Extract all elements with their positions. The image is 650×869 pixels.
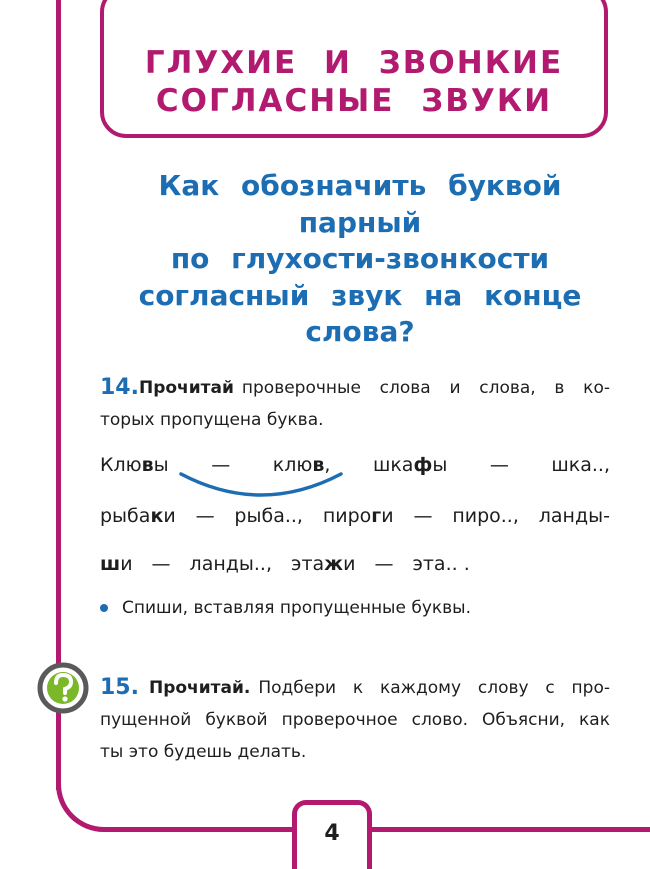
exercise-15-verb: Прочитай. [148, 678, 251, 698]
dash: — [374, 553, 394, 575]
exercise-15-line-1: Подбери к каждому слову с про- [258, 678, 610, 698]
page-number: 4 [324, 821, 340, 846]
exercise-14-line-2: торых пропущена буква. [100, 410, 324, 430]
word-row-3 [100, 553, 610, 575]
dash: — [211, 454, 231, 476]
exercise-15-line-3: ты это будешь делать. [100, 742, 307, 762]
word-shi: ши [100, 553, 133, 575]
exercise-14-number: 14. [100, 375, 139, 400]
question-line-5: слова? [305, 315, 415, 348]
lesson-question [100, 168, 620, 351]
word-ryba: рыба.., [234, 505, 303, 527]
word-landy-hyphen: ланды- [538, 505, 610, 527]
word-piro: пиро.., [452, 505, 519, 527]
exercise-14-instruction [100, 372, 610, 436]
word-klyuv: клюв, [272, 454, 331, 476]
word-landy: ланды.., [189, 553, 273, 575]
question-line-3: по глухости-звонкости [170, 242, 550, 275]
question-line-2: парный [298, 205, 422, 239]
page-frame-corner [56, 760, 116, 832]
exercise-14-line-1: проверочные слова и слова, в ко- [241, 378, 610, 398]
word-eta: эта.. . [412, 553, 470, 575]
dash: — [195, 505, 215, 527]
word-row-2 [100, 505, 610, 527]
bullet-dot [100, 604, 108, 612]
title-line-2: СОГЛАСНЫЕ ЗВУКИ [155, 83, 553, 119]
word-rybaki: рыбаки [100, 505, 176, 527]
link-arc [178, 470, 344, 500]
exercise-14-verb: Прочитай [138, 378, 234, 398]
word-shkafy: шкафы [372, 454, 448, 476]
page-frame-bottom-line [110, 827, 650, 832]
exercise-15-instruction [100, 672, 610, 768]
title-line-1: ГЛУХИЕ И ЗВОНКИЕ [144, 45, 564, 81]
bullet-task [100, 598, 610, 618]
question-line-1: Как обозначить буквой [158, 169, 562, 202]
word-klyuvy: Клювы [100, 454, 169, 476]
dash: — [413, 505, 433, 527]
word-shka: шка.., [551, 454, 610, 476]
exercise-15-line-2: пущенной буквой проверочное слово. Объясни, как [100, 710, 610, 730]
bullet-text: Спиши, вставляя пропущенные буквы. [122, 598, 471, 618]
word-etazhi: этажи [291, 553, 356, 575]
dash: — [151, 553, 171, 575]
word-pirogi: пироги [322, 505, 394, 527]
exercise-15-number: 15. [100, 675, 139, 700]
question-icon [37, 662, 89, 714]
page-number-tab [292, 800, 372, 869]
word-row-1 [100, 454, 610, 476]
question-line-4: согласный звук на конце [138, 278, 582, 312]
title-box [100, 0, 608, 138]
dash: — [489, 454, 509, 476]
